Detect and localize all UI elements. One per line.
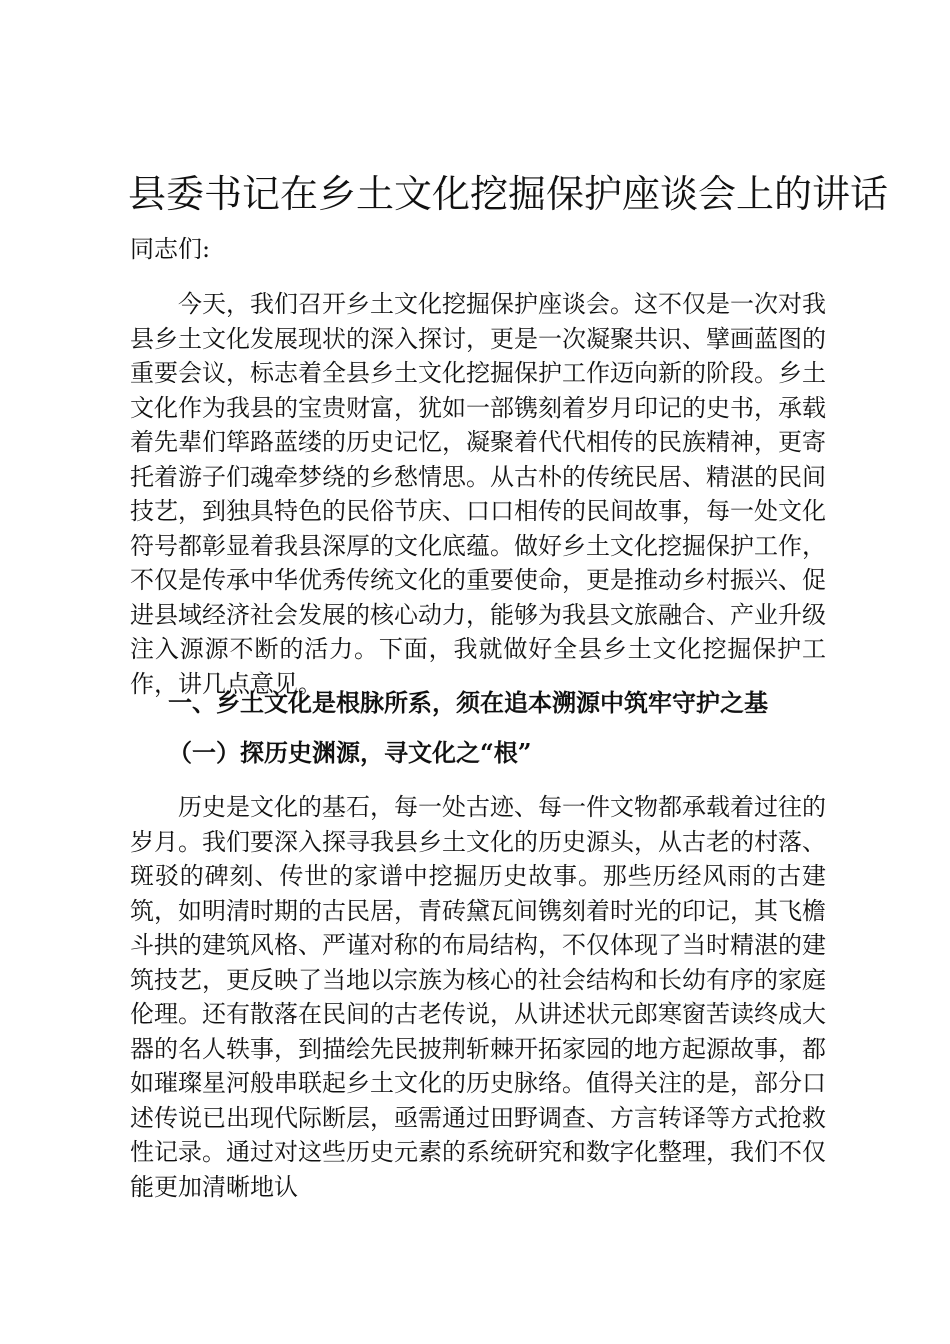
body-paragraph-history: 历史是文化的基石，每一处古迹、每一件文物都承载着过往的岁月。我们要深入探寻我县乡土文化的历史源头，从古老的村落、斑驳的碑刻、传世的家谱中挖掘历史故事。那些历经风雨的古建筑，如明清时期的古民居，青砖黛瓦间镌刻着时光的印记，其飞檐斗拱的建筑风格、严谨对称的布局结构，不仅体现了当时精湛的建筑技艺，更反映了当地以宗族为核心的社会结构和长幼有序的家庭伦理。还有散落在民间的古老传说，从讲述状元郎寒窗苦读终成大器的名人轶事，到描绘先民披荆斩棘开拓家园的地方起源故事，都如璀璨星河般串联起乡土文化的历史脉络。值得关注的是，部分口述传说已出现代际断层，亟需通过田野调查、方言转译等方式抢救性记录。通过对这些历史元素的系统研究和数字化整理，我们不仅能更加清晰地认 — [130, 793, 826, 1201]
section-heading-1: 一、乡土文化是根脉所系，须在追本溯源中筑牢守护之基 — [168, 688, 768, 717]
body-paragraph-intro: 今天，我们召开乡土文化挖掘保护座谈会。这不仅是一次对我县乡土文化发展现状的深入探讨，更是一次凝聚共识、擘画蓝图的重要会议，标志着全县乡土文化挖掘保护工作迈向新的阶段。乡土文化作为我县的宝贵财富，犹如一部镌刻着岁月印记的史书，承载着先辈们筚路蓝缕的历史记忆，凝聚着代代相传的民族精神，更寄托着游子们魂牵梦绕的乡愁情思。从古朴的传统民居、精湛的民间技艺，到独具特色的民俗节庆、口口相传的民间故事，每一处文化符号都彰显着我县深厚的文化底蕴。做好乡土文化挖掘保护工作，不仅是传承中华优秀传统文化的重要使命，更是推动乡村振兴、促进县域经济社会发展的核心动力，能够为我县文旅融合、产业升级注入源源不断的活力。下面，我就做好全县乡土文化挖掘保护工作，讲几点意见。 — [130, 290, 826, 698]
document-title: 县委书记在乡土文化挖掘保护座谈会上的讲话 — [128, 172, 889, 216]
salutation: 同志们: — [130, 235, 211, 263]
subsection-heading-1: （一）探历史渊源，寻文化之“根” — [168, 738, 532, 767]
